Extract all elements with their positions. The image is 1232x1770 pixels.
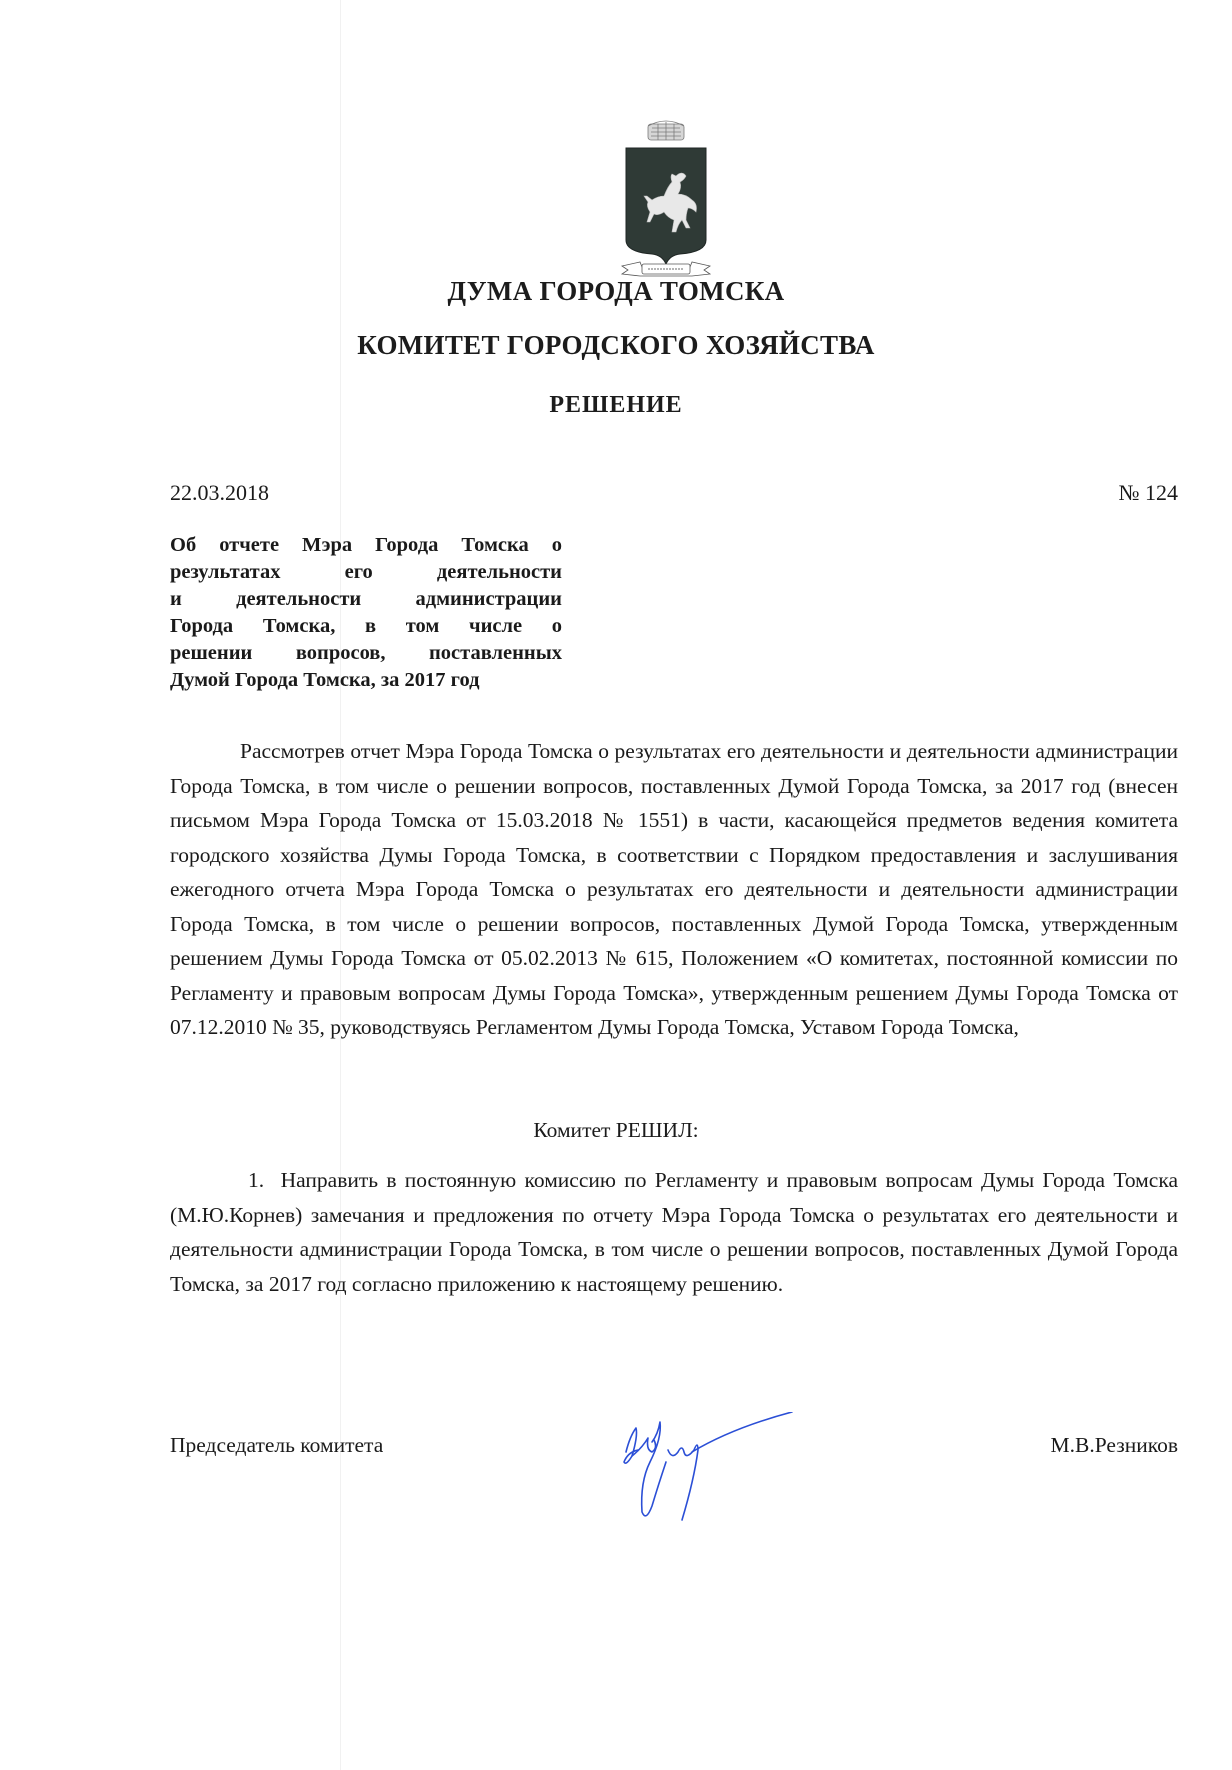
subject-line: Думой Города Томска, за 2017 год — [170, 669, 480, 691]
subject-line: и деятельности администрации — [170, 588, 562, 610]
resolution-item: 1. Направить в постоянную комиссию по Регламенту и правовым вопросам Думы Города Томска (М.Ю.Корнев) замечания и предложения по отчету Мэра Города Томска о результатах его деятельности и деятельности администрации Города Томска, в том числе о решении вопросов, поставленных Думой Города Томска, за 2017 год согласно приложению к настоящему решению. — [170, 1168, 1178, 1296]
resolved-heading: Комитет РЕШИЛ: — [533, 1118, 699, 1142]
signatory-name: М.В.Резников — [1050, 1433, 1178, 1457]
organization-title: ДУМА ГОРОДА ТОМСКА — [447, 276, 785, 306]
tomsk-coat-of-arms-icon — [618, 118, 714, 278]
handwritten-signature-icon — [612, 1412, 822, 1532]
subject-line: Города Томска, в том числе о — [170, 615, 562, 637]
signatory-role: Председатель комитета — [170, 1433, 384, 1457]
document-type: РЕШЕНИЕ — [549, 392, 683, 418]
subject-line: решении вопросов, поставленных — [170, 642, 562, 664]
committee-title: КОМИТЕТ ГОРОДСКОГО ХОЗЯЙСТВА — [357, 330, 875, 360]
document-number: № 124 — [1118, 480, 1178, 505]
preamble-paragraph: Рассмотрев отчет Мэра Города Томска о результатах его деятельности и деятельности администрации Города Томска, в том числе о решении вопросов, поставленных Думой Города Томска, за 2017 год (внесен письмом Мэра Города Томска от 15.03.2018 № 1551) в части, касающейся предметов ведения комитета городского хозяйства Думы Города Томска, в соответствии с Порядком предоставления и заслушивания ежегодного отчета Мэра Города Томска о результатах его деятельности и деятельности администрации Города Томска, в том числе о решении вопросов, поставленных Думой Города Томска, утвержденным решением Думы Города Томска от 05.02.2013 № 615, Положением «О комитетах, постоянной комиссии по Регламенту и правовым вопросам Думы Города Томска», утвержденным решением Думы Города Томска от 07.12.2010 № 35, руководствуясь Регламентом Думы Города Томска, Уставом Города Томска, — [170, 739, 1178, 1039]
document-date: 22.03.2018 — [170, 480, 269, 505]
subject-line: Об отчете Мэра Города Томска о — [170, 534, 562, 556]
subject-line: результатах его деятельности — [170, 561, 562, 583]
document-subject — [170, 532, 562, 694]
